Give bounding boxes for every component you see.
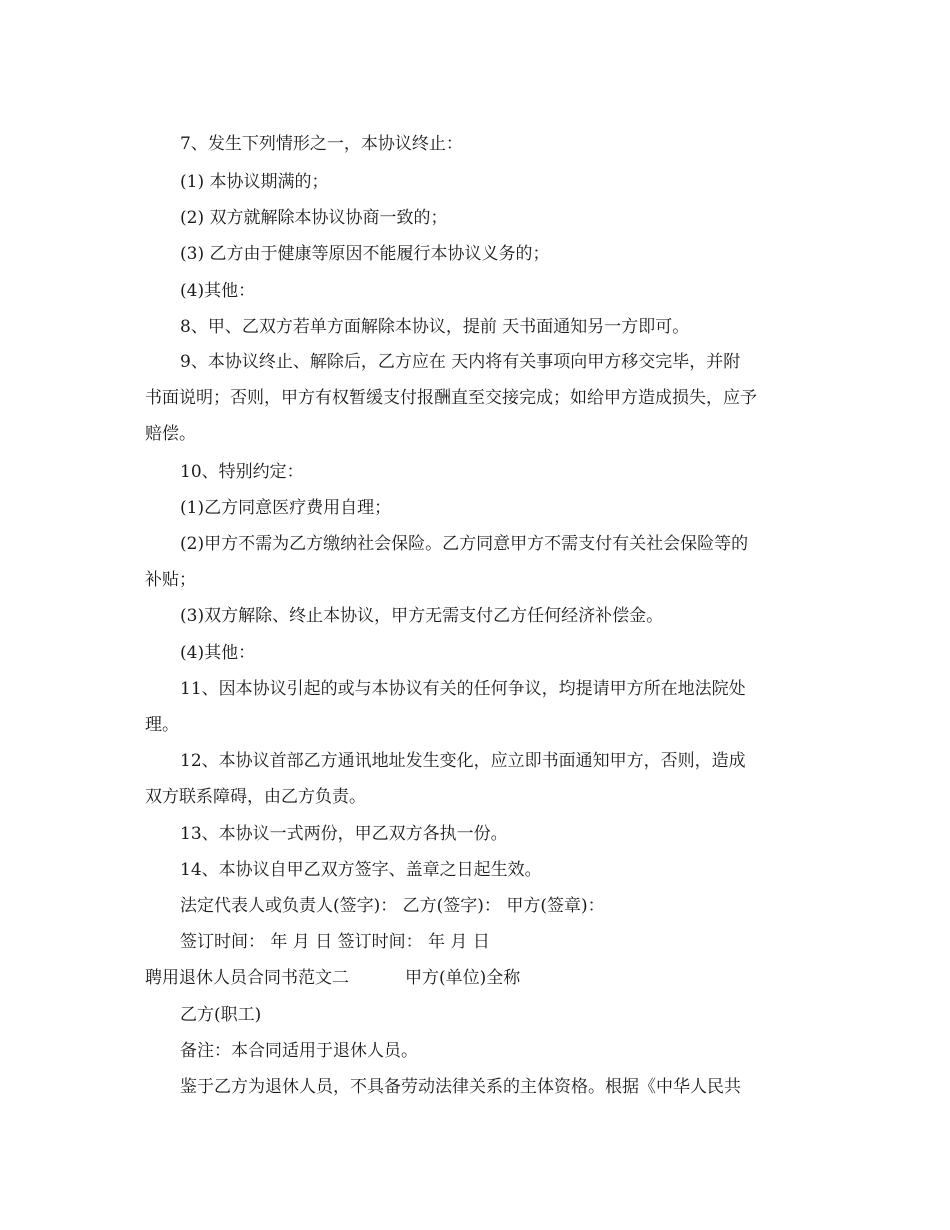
clause-9-line-1: 9、本协议终止、解除后，乙方应在 天内将有关事项向甲方移交完毕，并附 [180, 352, 741, 372]
signature-line: 法定代表人或负责人(签字)： 乙方(签字)： 甲方(签章)： [180, 896, 605, 916]
clause-10-heading: 10、特别约定： [180, 462, 304, 482]
clause-10-item-4: (4)其他： [180, 643, 256, 663]
signing-date-line: 签订时间： 年 月 日 签订时间： 年 月 日 [180, 932, 490, 952]
clause-11-line-2: 理。 [145, 715, 179, 735]
section-title: 聘用退休人员合同书范文二 [145, 968, 349, 988]
clause-12-line-1: 12、本协议首部乙方通讯地址发生变化，应立即书面通知甲方，否则，造成 [180, 751, 746, 771]
clause-7-item-4: (4)其他： [180, 281, 256, 301]
party-a-full-name-label: 甲方(单位)全称 [405, 968, 521, 988]
preamble-line: 鉴于乙方为退休人员，不具备劳动法律关系的主体资格。根据《中华人民共 [180, 1077, 741, 1097]
clause-7-item-2: (2) 双方就解除本协议协商一致的； [180, 208, 448, 228]
clause-10-item-1: (1)乙方同意医疗费用自理； [180, 498, 392, 518]
clause-8: 8、甲、乙双方若单方面解除本协议，提前 天书面通知另一方即可。 [180, 317, 690, 337]
clause-10-item-2-line-1: (2)甲方不需为乙方缴纳社会保险。乙方同意甲方不需支付有关社会保险等的 [180, 534, 749, 554]
clause-7-heading: 7、发生下列情形之一，本协议终止： [180, 134, 463, 154]
clause-9-line-3: 赔偿。 [145, 424, 196, 444]
clause-11-line-1: 11、因本协议引起的或与本协议有关的任何争议，均提请甲方所在地法院处 [180, 679, 746, 699]
clause-10-item-3: (3)双方解除、终止本协议，甲方无需支付乙方任何经济补偿金。 [180, 606, 664, 626]
clause-13: 13、本协议一式两份，甲乙双方各执一份。 [180, 824, 508, 844]
remark-line: 备注：本合同适用于退休人员。 [180, 1041, 418, 1061]
clause-7-item-3: (3) 乙方由于健康等原因不能履行本协议义务的； [180, 244, 550, 264]
party-b-label: 乙方(职工) [180, 1005, 262, 1025]
clause-7-item-1: (1) 本协议期满的； [180, 172, 329, 192]
clause-9-line-2: 书面说明；否则，甲方有权暂缓支付报酬直至交接完成；如给甲方造成损失，应予 [145, 388, 757, 408]
clause-10-item-2-line-2: 补贴； [145, 570, 196, 590]
clause-14: 14、本协议自甲乙双方签字、盖章之日起生效。 [180, 860, 542, 880]
clause-12-line-2: 双方联系障碍，由乙方负责。 [145, 787, 366, 807]
